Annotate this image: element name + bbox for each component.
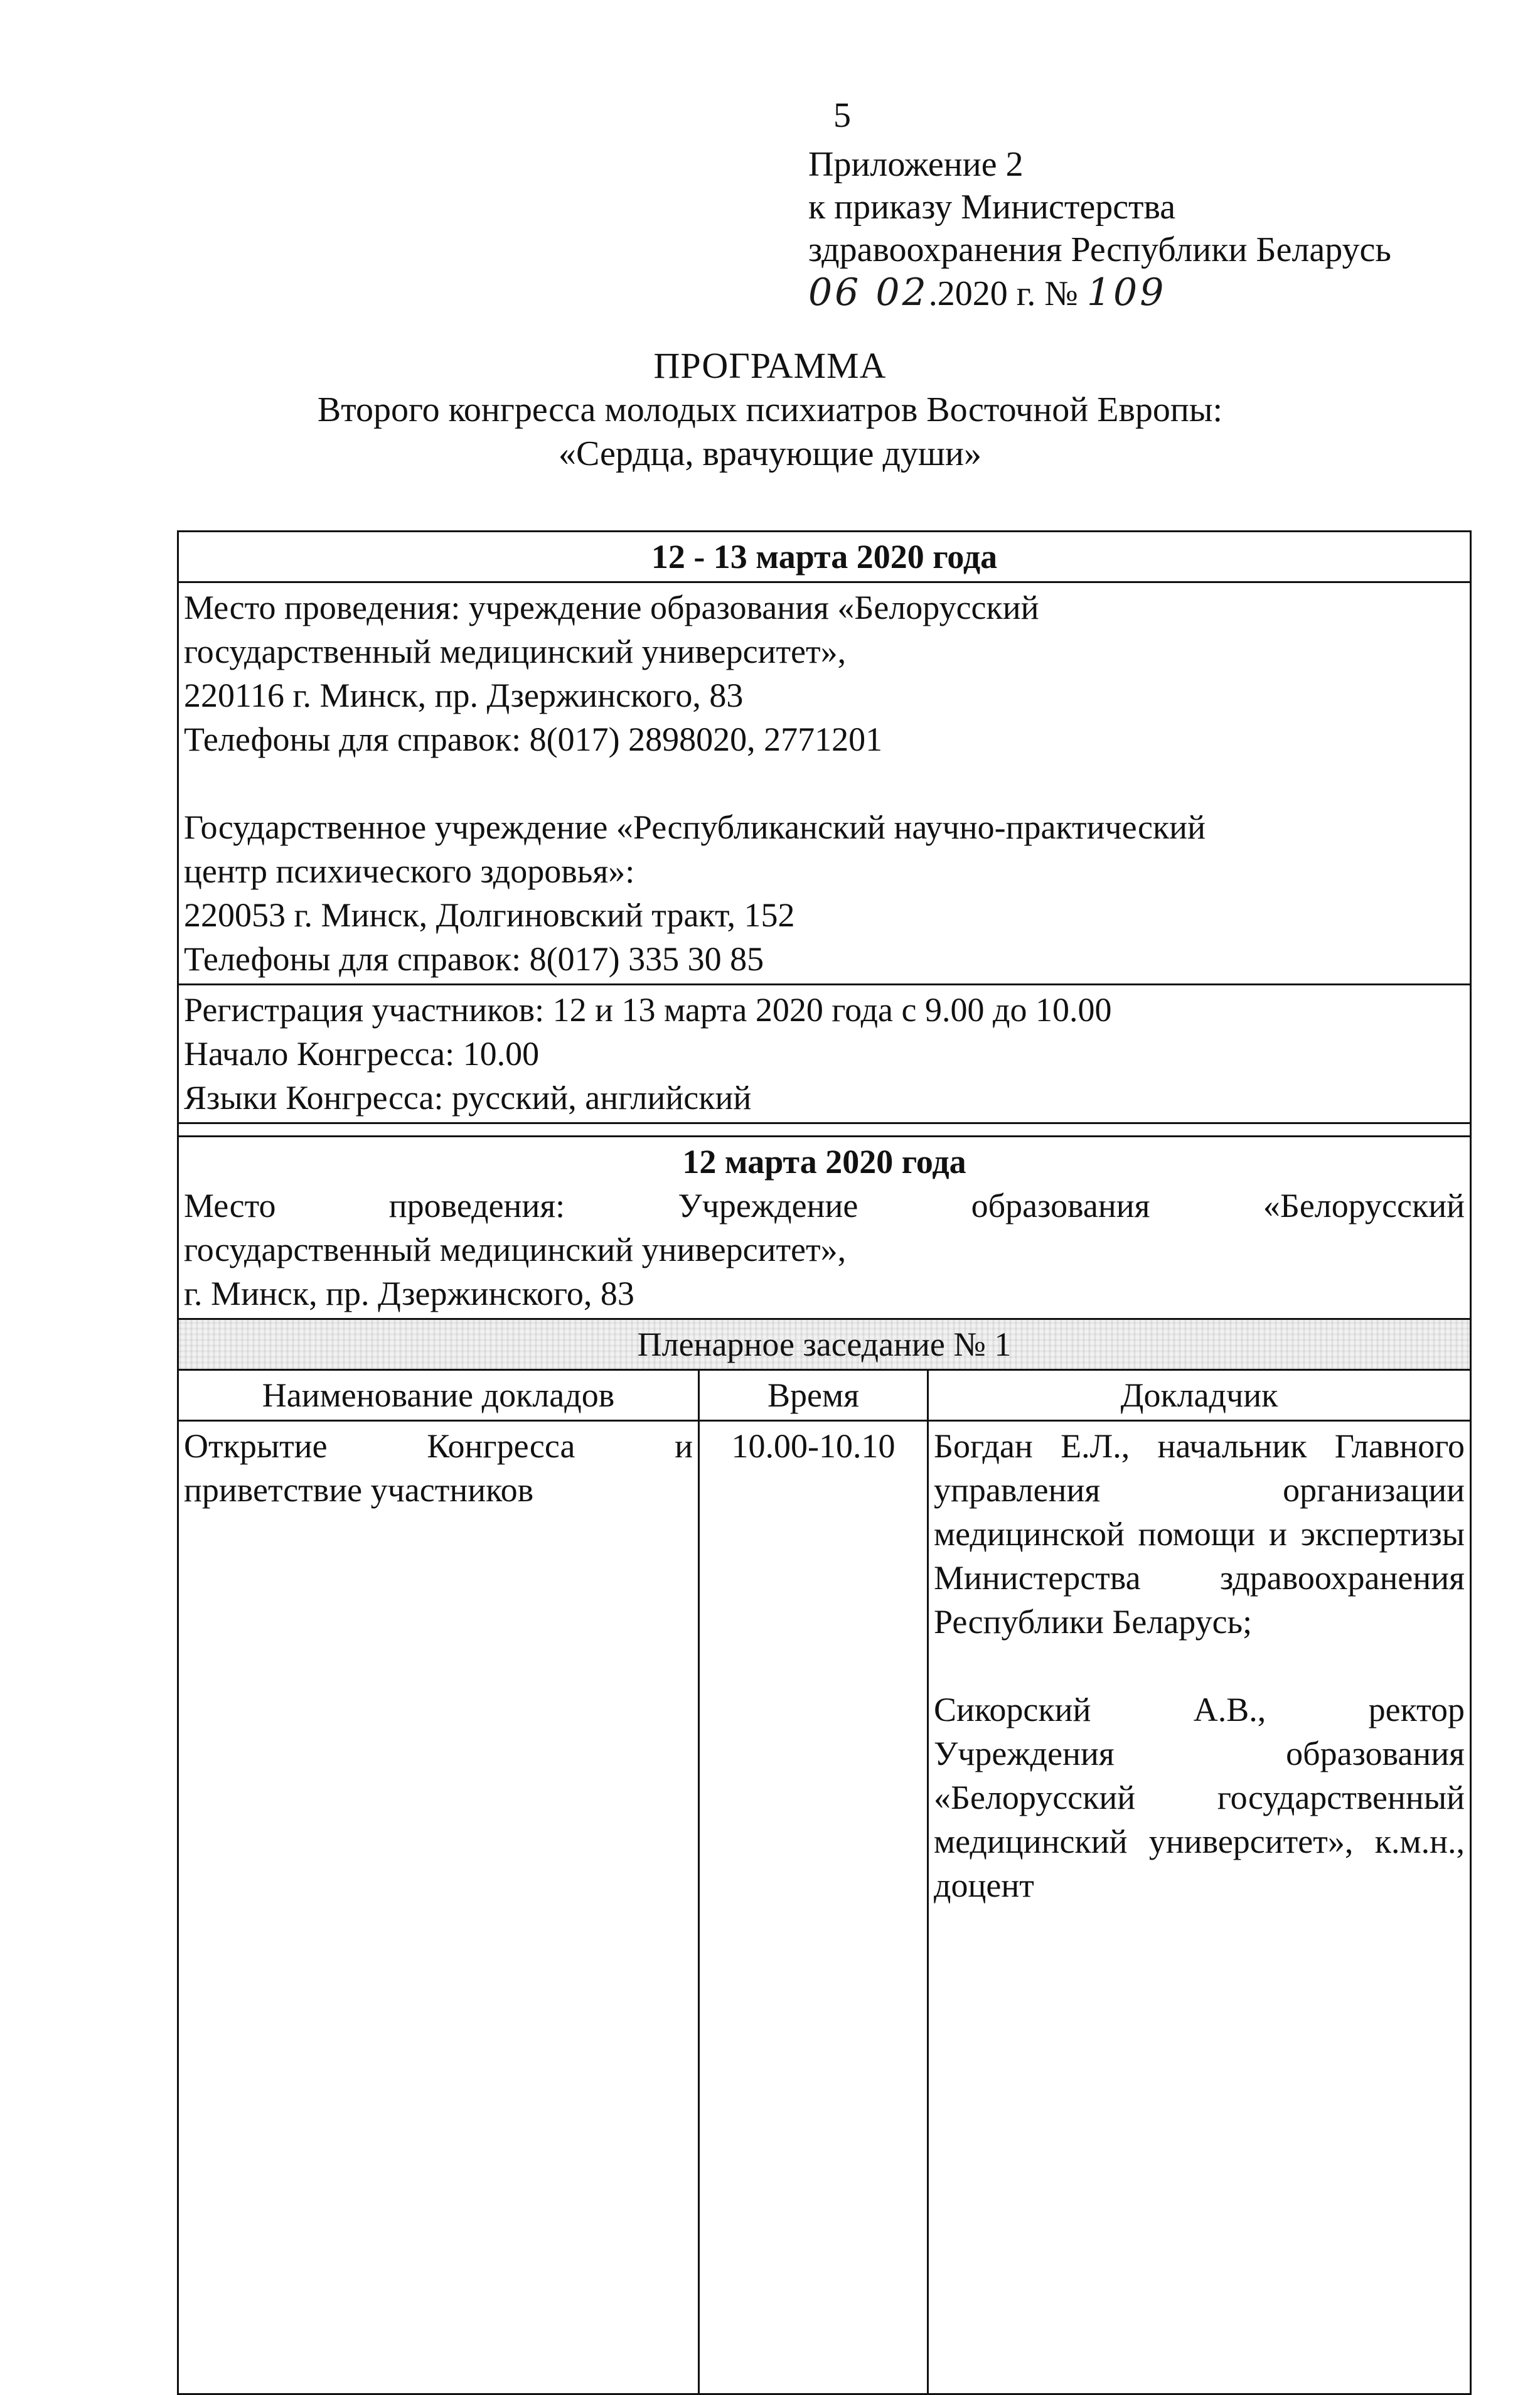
column-header-reports: Наименование докладов bbox=[178, 1370, 699, 1421]
appendix-line: к приказу Министерства bbox=[808, 188, 1176, 227]
spacer-row bbox=[178, 1123, 1471, 1137]
appendix-line: здравоохранения Республики Беларусь bbox=[808, 230, 1391, 269]
column-header-speaker: Докладчик bbox=[928, 1370, 1471, 1421]
plenary-row bbox=[178, 1319, 1471, 1370]
gap bbox=[934, 1644, 1465, 1688]
day1-venue-line: Место проведения: Учреждение образования «Белорусский bbox=[184, 1187, 1465, 1224]
column-header-time: Время bbox=[699, 1370, 928, 1421]
plenary-title: Пленарное заседание № 1 bbox=[178, 1319, 1471, 1370]
registration-row bbox=[178, 985, 1471, 1123]
order-line bbox=[808, 271, 1391, 315]
page-number: 5 bbox=[833, 96, 851, 135]
dates-header-row bbox=[178, 532, 1471, 582]
venue-line: государственный медицинский университет», bbox=[184, 633, 847, 670]
spacer-cell bbox=[178, 1123, 1471, 1137]
venue-line: Место проведения: учреждение образования «Белорусский bbox=[184, 589, 1039, 626]
registration-cell bbox=[178, 985, 1471, 1123]
program-title-block bbox=[0, 344, 1540, 476]
registration-line: Начало Конгресса: 10.00 bbox=[184, 1035, 540, 1073]
handwritten-order-number: 109 bbox=[1086, 271, 1167, 314]
program-motto: «Сердца, врачующие души» bbox=[558, 434, 982, 473]
order-date-suffix: .2020 г. № bbox=[928, 274, 1078, 313]
registration-line: Языки Конгресса: русский, английский bbox=[184, 1079, 752, 1117]
day1-header: 12 марта 2020 года bbox=[682, 1143, 966, 1181]
venues-cell bbox=[178, 582, 1471, 985]
registration-line: Регистрация участников: 12 и 13 марта 2020 года с 9.00 до 10.00 bbox=[184, 991, 1112, 1029]
report-time: 10.00-10.10 bbox=[699, 1421, 928, 2394]
venue-line: Телефоны для справок: 8(017) 2898020, 2771201 bbox=[184, 721, 883, 758]
venue-line: Государственное учреждение «Республиканский научно-практический bbox=[184, 808, 1206, 846]
day1-venue-line: государственный медицинский университет», bbox=[184, 1231, 847, 1268]
dates-header: 12 - 13 марта 2020 года bbox=[178, 532, 1471, 582]
speaker-cell bbox=[928, 1421, 1471, 2394]
appendix-line: Приложение 2 bbox=[808, 145, 1024, 184]
program-heading: ПРОГРАММА bbox=[653, 345, 887, 386]
day1-venue-line: г. Минск, пр. Дзержинского, 83 bbox=[184, 1275, 634, 1312]
venue-line: центр психического здоровья»: bbox=[184, 852, 635, 890]
venue-line: 220116 г. Минск, пр. Дзержинского, 83 bbox=[184, 677, 744, 714]
venues-row bbox=[178, 582, 1471, 985]
gap bbox=[184, 761, 1465, 805]
speaker-entry: Сикорский А.В., ректор Учреждения образования «Белорусский государственный медицинский университет», к.м.н., доцент bbox=[934, 1691, 1465, 1904]
day1-cell bbox=[178, 1137, 1471, 1319]
day1-row bbox=[178, 1137, 1471, 1319]
table-row bbox=[178, 1421, 1471, 2394]
venue-line: Телефоны для справок: 8(017) 335 30 85 bbox=[184, 940, 764, 978]
report-title: Открытие Конгресса и приветствие участников bbox=[178, 1421, 699, 2394]
program-table bbox=[177, 530, 1472, 2395]
appendix-header bbox=[808, 143, 1391, 315]
handwritten-order-date: 06 02 bbox=[808, 271, 929, 314]
column-header-row bbox=[178, 1370, 1471, 1421]
speaker-entry: Богдан Е.Л., начальник Главного управления организации медицинской помощи и экспертизы Министерства здравоохранения Республики Беларусь; bbox=[934, 1427, 1465, 1641]
venue-line: 220053 г. Минск, Долгиновский тракт, 152 bbox=[184, 896, 795, 934]
program-subtitle: Второго конгресса молодых психиатров Восточной Европы: bbox=[317, 390, 1223, 429]
